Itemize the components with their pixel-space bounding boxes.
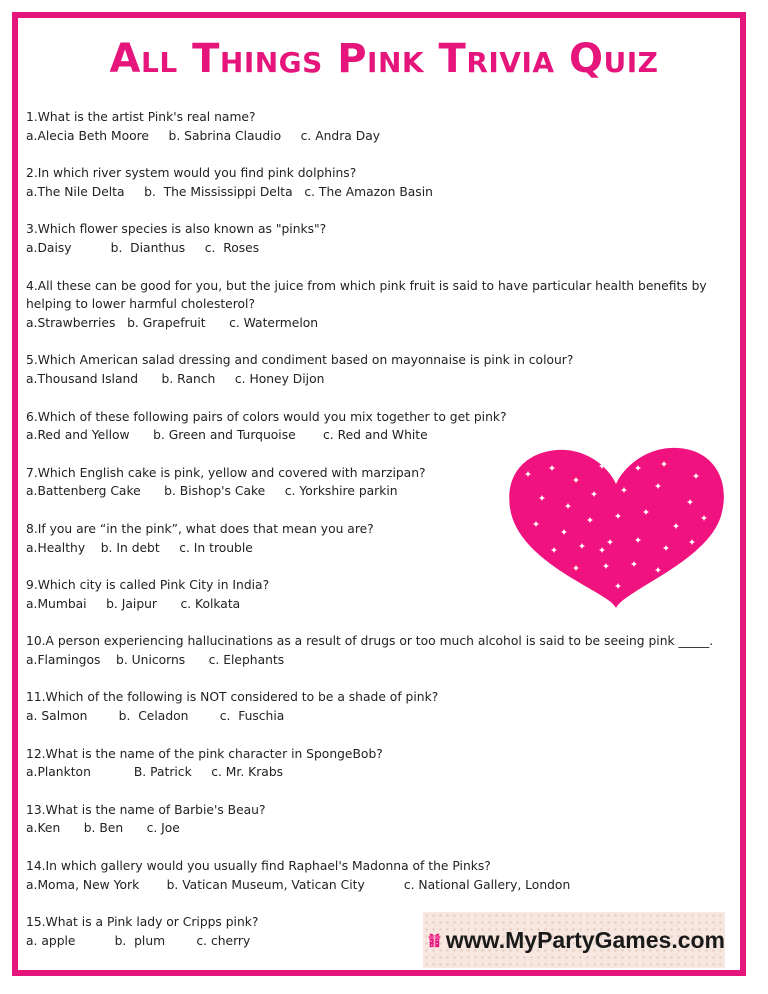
question-item [26,351,726,388]
heart-icon [506,446,726,610]
answer-options: a.Healthy b. In debt c. In trouble [26,540,253,555]
answer-options: a. apple b. plum c. cherry [26,933,251,948]
question-item [26,408,726,445]
answer-options: a.Mumbai b. Jaipur c. Kolkata [26,596,241,611]
question-item [26,108,726,145]
question-text: 1.What is the artist Pink's real name? [26,110,256,124]
question-text: 5.Which American salad dressing and condiment based on mayonnaise is pink in colour? [26,353,574,368]
gift-icon [427,912,442,968]
question-text: 15.What is a Pink lady or Cripps pink? [26,915,259,930]
answer-options: a.Moma, New York b. Vatican Museum, Vatican City c. National Gallery, London [26,877,571,892]
question-item [26,632,726,669]
question-text: 9.Which city is called Pink City in India? [26,578,270,593]
answer-options: a.Alecia Beth Moore b. Sabrina Claudio c. Andra Day [26,128,381,143]
question-item [26,164,726,201]
question-text: helping to lower harmful cholesterol? [26,297,255,312]
website-url[interactable]: www.MyPartyGames.com [445,926,725,953]
question-item [26,220,726,257]
question-item [26,857,726,894]
answer-options: a.The Nile Delta b. The Mississippi Delta c. The Amazon Basin [26,184,433,199]
question-item [26,745,726,782]
question-text: 10.A person experiencing hallucinations as a result of drugs or too much alcohol is said to be seeing pink _____. [26,634,714,649]
question-item [26,688,726,725]
answer-options: a.Ken b. Ben c. Joe [26,821,180,836]
question-text: 3.Which flower species is also known as "pinks"? [26,222,327,237]
website-banner[interactable] [423,912,725,968]
question-item [26,277,726,333]
question-text: 2.In which river system would you find pink dolphins? [26,166,357,181]
question-text: 4.All these can be good for you, but the juice from which pink fruit is said to have particular health benefits by [26,278,707,293]
question-item [26,801,726,838]
answer-options: a.Daisy b. Dianthus c. Roses [26,240,260,255]
answer-options: a.Thousand Island b. Ranch c. Honey Dijon [26,371,325,386]
question-text: 8.If you are “in the pink”, what does that mean you are? [26,521,374,536]
quiz-title: All Things Pink Trivia Quiz [109,36,659,82]
question-text: 7.Which English cake is pink, yellow and covered with marzipan? [26,465,426,480]
answer-options: a.Plankton B. Patrick c. Mr. Krabs [26,765,284,780]
question-text: 6.Which of these following pairs of colors would you mix together to get pink? [26,409,507,424]
question-text: 12.What is the name of the pink character in SpongeBob? [26,746,383,761]
question-text: 11.Which of the following is NOT considered to be a shade of pink? [26,690,439,705]
question-text: 13.What is the name of Barbie's Beau? [26,802,266,817]
answer-options: a.Strawberries b. Grapefruit c. Watermelon [26,315,319,330]
answer-options: a.Flamingos b. Unicorns c. Elephants [26,652,285,667]
answer-options: a.Battenberg Cake b. Bishop's Cake c. Yorkshire parkin [26,484,398,499]
answer-options: a.Red and Yellow b. Green and Turquoise c. Red and White [26,428,428,443]
answer-options: a. Salmon b. Celadon c. Fuschia [26,709,285,724]
question-text: 14.In which gallery would you usually find Raphael's Madonna of the Pinks? [26,859,491,874]
